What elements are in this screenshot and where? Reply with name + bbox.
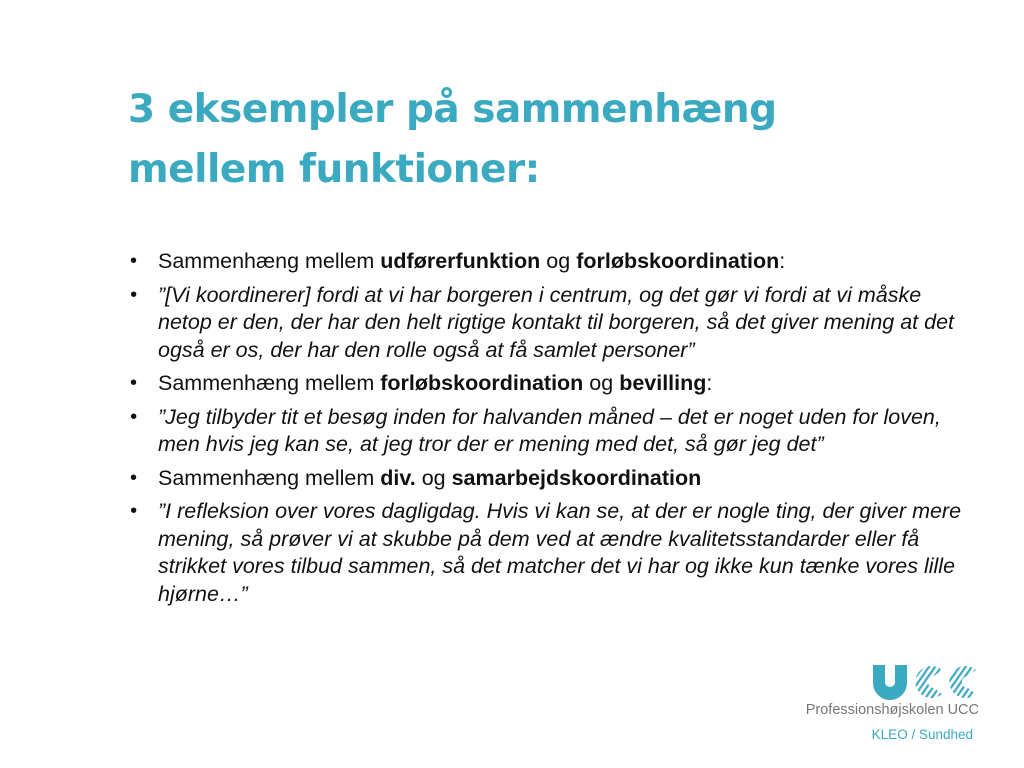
bullet-bold-term: div.: [380, 465, 416, 490]
bullet-bold-term: bevilling: [619, 371, 707, 395]
bullet-text-mid: og: [540, 249, 577, 273]
school-name: Professionshøjskolen UCC: [805, 702, 979, 718]
bullet-item: [128, 370, 968, 398]
bullet-dot: •: [130, 372, 138, 394]
bullet-quote: [128, 282, 968, 365]
bullet-text-mid: og: [583, 371, 620, 395]
bullet-dot: •: [130, 405, 138, 428]
bullet-item: [128, 248, 968, 276]
ucc-logo-icon: [870, 662, 980, 702]
bullet-dot: •: [130, 250, 138, 272]
quote-text: ”[Vi koordinerer] fordi at vi har borgeren i centrum, og det gør vi fordi at vi måske netop er den, der har den helt rigtige kontakt til borgeren, så det giver mening at det også er os, der har den rolle også at få samlet personer”: [158, 282, 954, 362]
bullet-text-pre: Sammenhæng mellem: [158, 465, 381, 490]
bullet-bold-term: forløbskoordination: [380, 371, 584, 395]
quote-text: ”Jeg tilbyder tit et besøg inden for halvanden måned – det er noget uden for loven, men hvis jeg kan se, at jeg tror der er mening med det, så gør jeg det”: [158, 404, 941, 456]
bullet-item: [128, 465, 968, 493]
bullet-bold-term: samarbejdskoordination: [451, 465, 702, 490]
bullet-text-mid: og: [415, 465, 452, 490]
bullet-bold-term: udførerfunktion: [380, 249, 541, 273]
bullet-text-pre: Sammenhæng mellem: [158, 371, 381, 395]
slide-title: [128, 80, 888, 200]
bullet-quote: [128, 498, 968, 608]
footer-label: KLEO / Sundhed: [871, 727, 973, 742]
bullet-bold-term: forløbskoordination: [576, 249, 780, 273]
bullet-text-post: :: [706, 371, 713, 395]
quote-text: ”I refleksion over vores dagligdag. Hvis vi kan se, at der er nogle ting, der giver mere mening, så prøver vi at skubbe på dem ved at ændre kvalitetsstandarder eller få strikket vores tilbud sammen, så det matcher det vi har og ikke kun tænke vores lille hjørne…”: [158, 499, 962, 606]
bullet-dot: •: [130, 500, 138, 522]
bullet-dot: •: [130, 283, 138, 306]
bullet-text-post: :: [779, 249, 786, 273]
bullet-dot: •: [130, 466, 138, 489]
bullet-list: [128, 248, 968, 614]
title-line-2: mellem funktioner:: [128, 147, 540, 192]
title-line-1: 3 eksempler på sammenhæng: [128, 87, 777, 132]
bullet-quote: [128, 404, 968, 459]
bullet-text-pre: Sammenhæng mellem: [158, 249, 381, 273]
